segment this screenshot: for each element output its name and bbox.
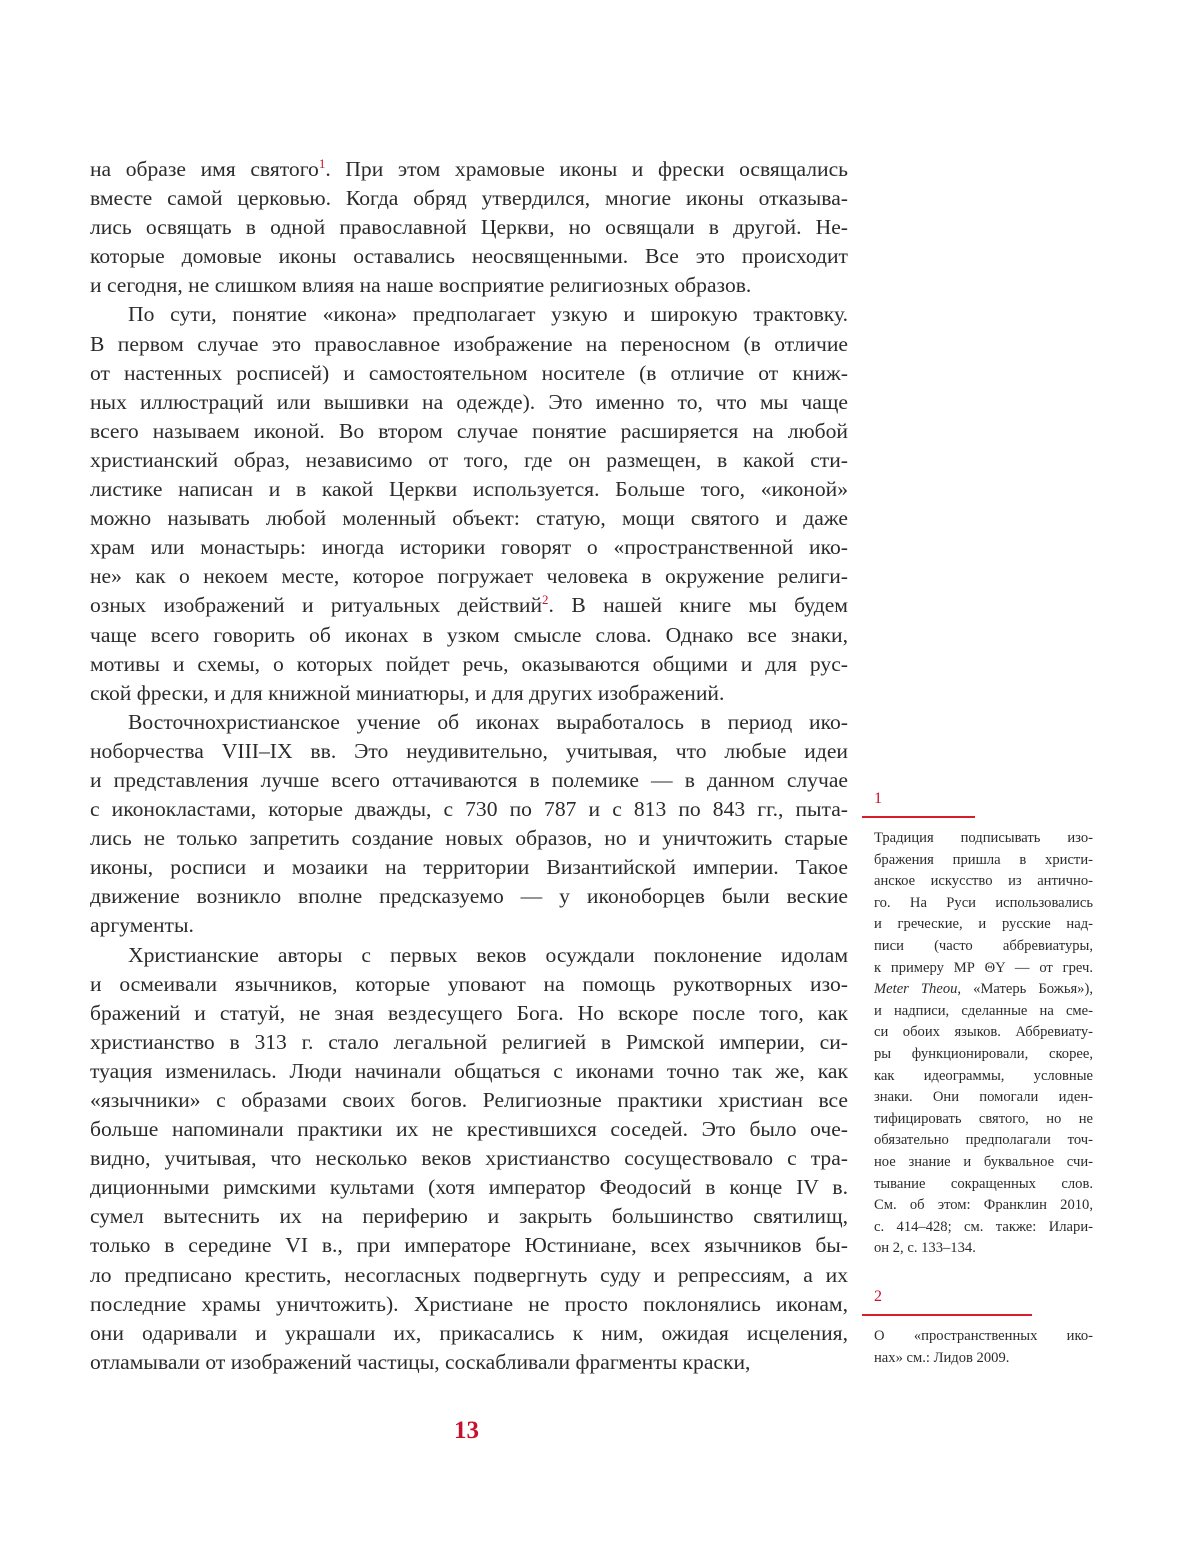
text-line: не» как о некоем месте, которое погружает человека в окружение религи-: [90, 564, 848, 589]
main-text-column: [90, 155, 848, 1377]
text-line: ных иллюстраций или вышивки на одежде). Это именно то, что мы чаще: [90, 389, 848, 414]
paragraph: [90, 708, 848, 941]
text-line: ской фрески, и для книжной миниатюры, и для других изображений.: [90, 680, 725, 705]
footnote-line: См. об этом: Франклин 2010,: [874, 1197, 1093, 1214]
text-line: туация изменилась. Люди начинали общаться с иконами точно так же, как: [90, 1058, 848, 1083]
footnote-rule: [862, 1314, 1032, 1316]
text-line: «язычники» с образами своих богов. Религиозные практики христиан все: [90, 1088, 848, 1112]
footnote-marker[interactable]: 2: [542, 592, 549, 608]
footnote-line: тывание сокращенных слов.: [874, 1175, 1093, 1192]
text-line: По сути, понятие «икона» предполагает узкую и широкую трактовку.: [128, 302, 848, 327]
footnote-line: он 2, с. 133–134.: [874, 1240, 976, 1257]
footnote-line: си обоих языков. Аббревиату-: [874, 1024, 1093, 1041]
text-line: христианский образ, независимо от того, где он размещен, в какой сти-: [90, 447, 848, 472]
footnote-line: го. На Руси использовались: [874, 894, 1093, 911]
text-line: на образе имя святого$^1$. При этом храмовые иконы и фрески освящались: [90, 156, 849, 181]
text-line: и осмеивали язычников, которые уповают на помощь рукотворных изо-: [90, 971, 848, 996]
text-line: можно называть любой моленный объект: статую, мощи святого и даже: [90, 506, 848, 531]
paragraph: [90, 941, 848, 1377]
text-line: мотивы и схемы, о которых пойдет речь, оказываются общими и для рус-: [90, 651, 848, 676]
footnote-line: как идеограммы, условные: [874, 1067, 1093, 1084]
text-line: иконы, росписи и мозаики на территории Византийской империи. Такое: [90, 855, 848, 880]
text-line: больше напоминали практики их не крестившихся соседей. Это было оче-: [90, 1117, 848, 1142]
text-line: чаще всего говорить об иконах в узком смысле слова. Однако все знаки,: [90, 622, 848, 647]
text-line: В первом случае это православное изображение на переносном (в отличие: [90, 331, 848, 356]
text-line: и представления лучше всего оттачиваются в полемике — в данном случае: [90, 767, 848, 792]
footnote-line: с. 414–428; см. также: Илари-: [874, 1218, 1093, 1235]
footnote-line: обязательно предполагали точ-: [874, 1132, 1093, 1149]
text-line: отламывали от изображений частицы, соскабливали фрагменты краски,: [90, 1349, 751, 1374]
footnote-line: анское искусство из антично-: [874, 873, 1093, 890]
footnote-rule: [862, 816, 975, 818]
footnote-line: Meter Theou, «Матерь Божья»),: [874, 981, 1093, 998]
text-line: Восточнохристианское учение об иконах выработалось в период ико-: [128, 709, 848, 734]
text-line: всего называем иконой. Во втором случае понятие расширяется на любой: [90, 418, 848, 443]
paragraph: [90, 155, 848, 300]
footnote-line: ное знание и буквальное счи-: [874, 1153, 1093, 1170]
footnote-line: и надписи, сделанные на сме-: [874, 1002, 1093, 1019]
footnote-line: писи (часто аббревиатуры,: [874, 937, 1093, 954]
text-line: лись освящать в одной православной Церкви, но освящали в другой. Не-: [90, 215, 848, 240]
footnote-line: ры функционировали, скорее,: [874, 1045, 1093, 1062]
paragraph: [90, 300, 848, 707]
text-line: они одаривали и украшали их, прикасались к ним, ожидая исцеления,: [90, 1320, 848, 1345]
footnote-2: [862, 1286, 1094, 1369]
text-line: Христианские авторы с первых веков осуждали поклонение идолам: [128, 942, 848, 967]
text-line: диционными римскими культами (хотя император Феодосий в конце IV в.: [90, 1175, 848, 1200]
text-line: аргументы.: [90, 913, 194, 938]
text-line: с иконокластами, которые дважды, с 730 по 787 и с 813 по 843 гг., пыта-: [90, 797, 848, 822]
text-line: только в середине VI в., при императоре Юстиниане, всех язычников бы-: [90, 1233, 848, 1258]
text-line: движение возникло вполне предсказуемо — у иконоборцев были веские: [90, 884, 848, 909]
text-line: вместе самой церковью. Когда обряд утвердился, многие иконы отказыва-: [90, 186, 848, 211]
text-line: храм или монастырь: иногда историки говорят о «пространственной ико-: [90, 535, 848, 560]
text-line: последние храмы уничтожить). Христиане не просто поклонялись иконам,: [90, 1291, 848, 1316]
footnote-marker[interactable]: 1: [318, 156, 326, 171]
text-line: от настенных росписей) и самостоятельном носителе (в отличие от книж-: [90, 360, 848, 385]
text-line: христианство в 313 г. стало легальной религией в Римской империи, си-: [90, 1029, 848, 1054]
footnote-1: [862, 788, 1094, 1260]
text-line: листике написан и в какой Церкви используется. Больше того, «иконой»: [90, 477, 848, 502]
footnote-line: и греческие, и русские над-: [874, 916, 1093, 933]
footnote-line: Традиция подписывать изо-: [874, 830, 1093, 846]
text-line: видно, учитывая, что несколько веков христианство сосуществовало с тра-: [90, 1146, 848, 1171]
text-line: и сегодня, не слишком влияя на наше восприятие религиозных образов.: [90, 273, 752, 298]
footnote-line: знаки. Они помогали иден-: [874, 1089, 1093, 1106]
footnote-line: нах» см.: Лидов 2009.: [874, 1349, 1010, 1366]
footnote-number: 2: [874, 1288, 882, 1305]
text-line: которые домовые иконы оставались неосвященными. Все это происходит: [90, 244, 848, 269]
footnote-line: тифицировать святого, но не: [874, 1110, 1093, 1127]
page-number: 13: [454, 1417, 479, 1444]
text-line: озных изображений и ритуальных действий$^2$. В нашей книге мы будем: [90, 592, 848, 618]
text-line: бражений и статуй, не зная вездесущего Бога. Но вскоре после того, как: [90, 1000, 848, 1025]
footnote-line: О «пространственных ико-: [874, 1328, 1093, 1344]
footnote-line: бражения пришла в христи-: [874, 851, 1093, 868]
footnote-text: [862, 828, 1093, 1260]
text-line: лись не только запретить создание новых образов, но и уничтожить старые: [90, 826, 848, 851]
footnote-text: [862, 1326, 1093, 1369]
footnote-line: к примеру МР ΘY — от греч.: [874, 959, 1093, 976]
text-line: сумел вытеснить их на периферию и закрыть большинство святилищ,: [90, 1204, 848, 1229]
footnote-number: 1: [874, 790, 882, 807]
text-line: ноборчества VIII–IX вв. Это неудивительно, учитывая, что любые идеи: [90, 738, 848, 763]
text-line: ло предписано крестить, несогласных подвергнуть суду и репрессиям, а их: [90, 1262, 848, 1287]
